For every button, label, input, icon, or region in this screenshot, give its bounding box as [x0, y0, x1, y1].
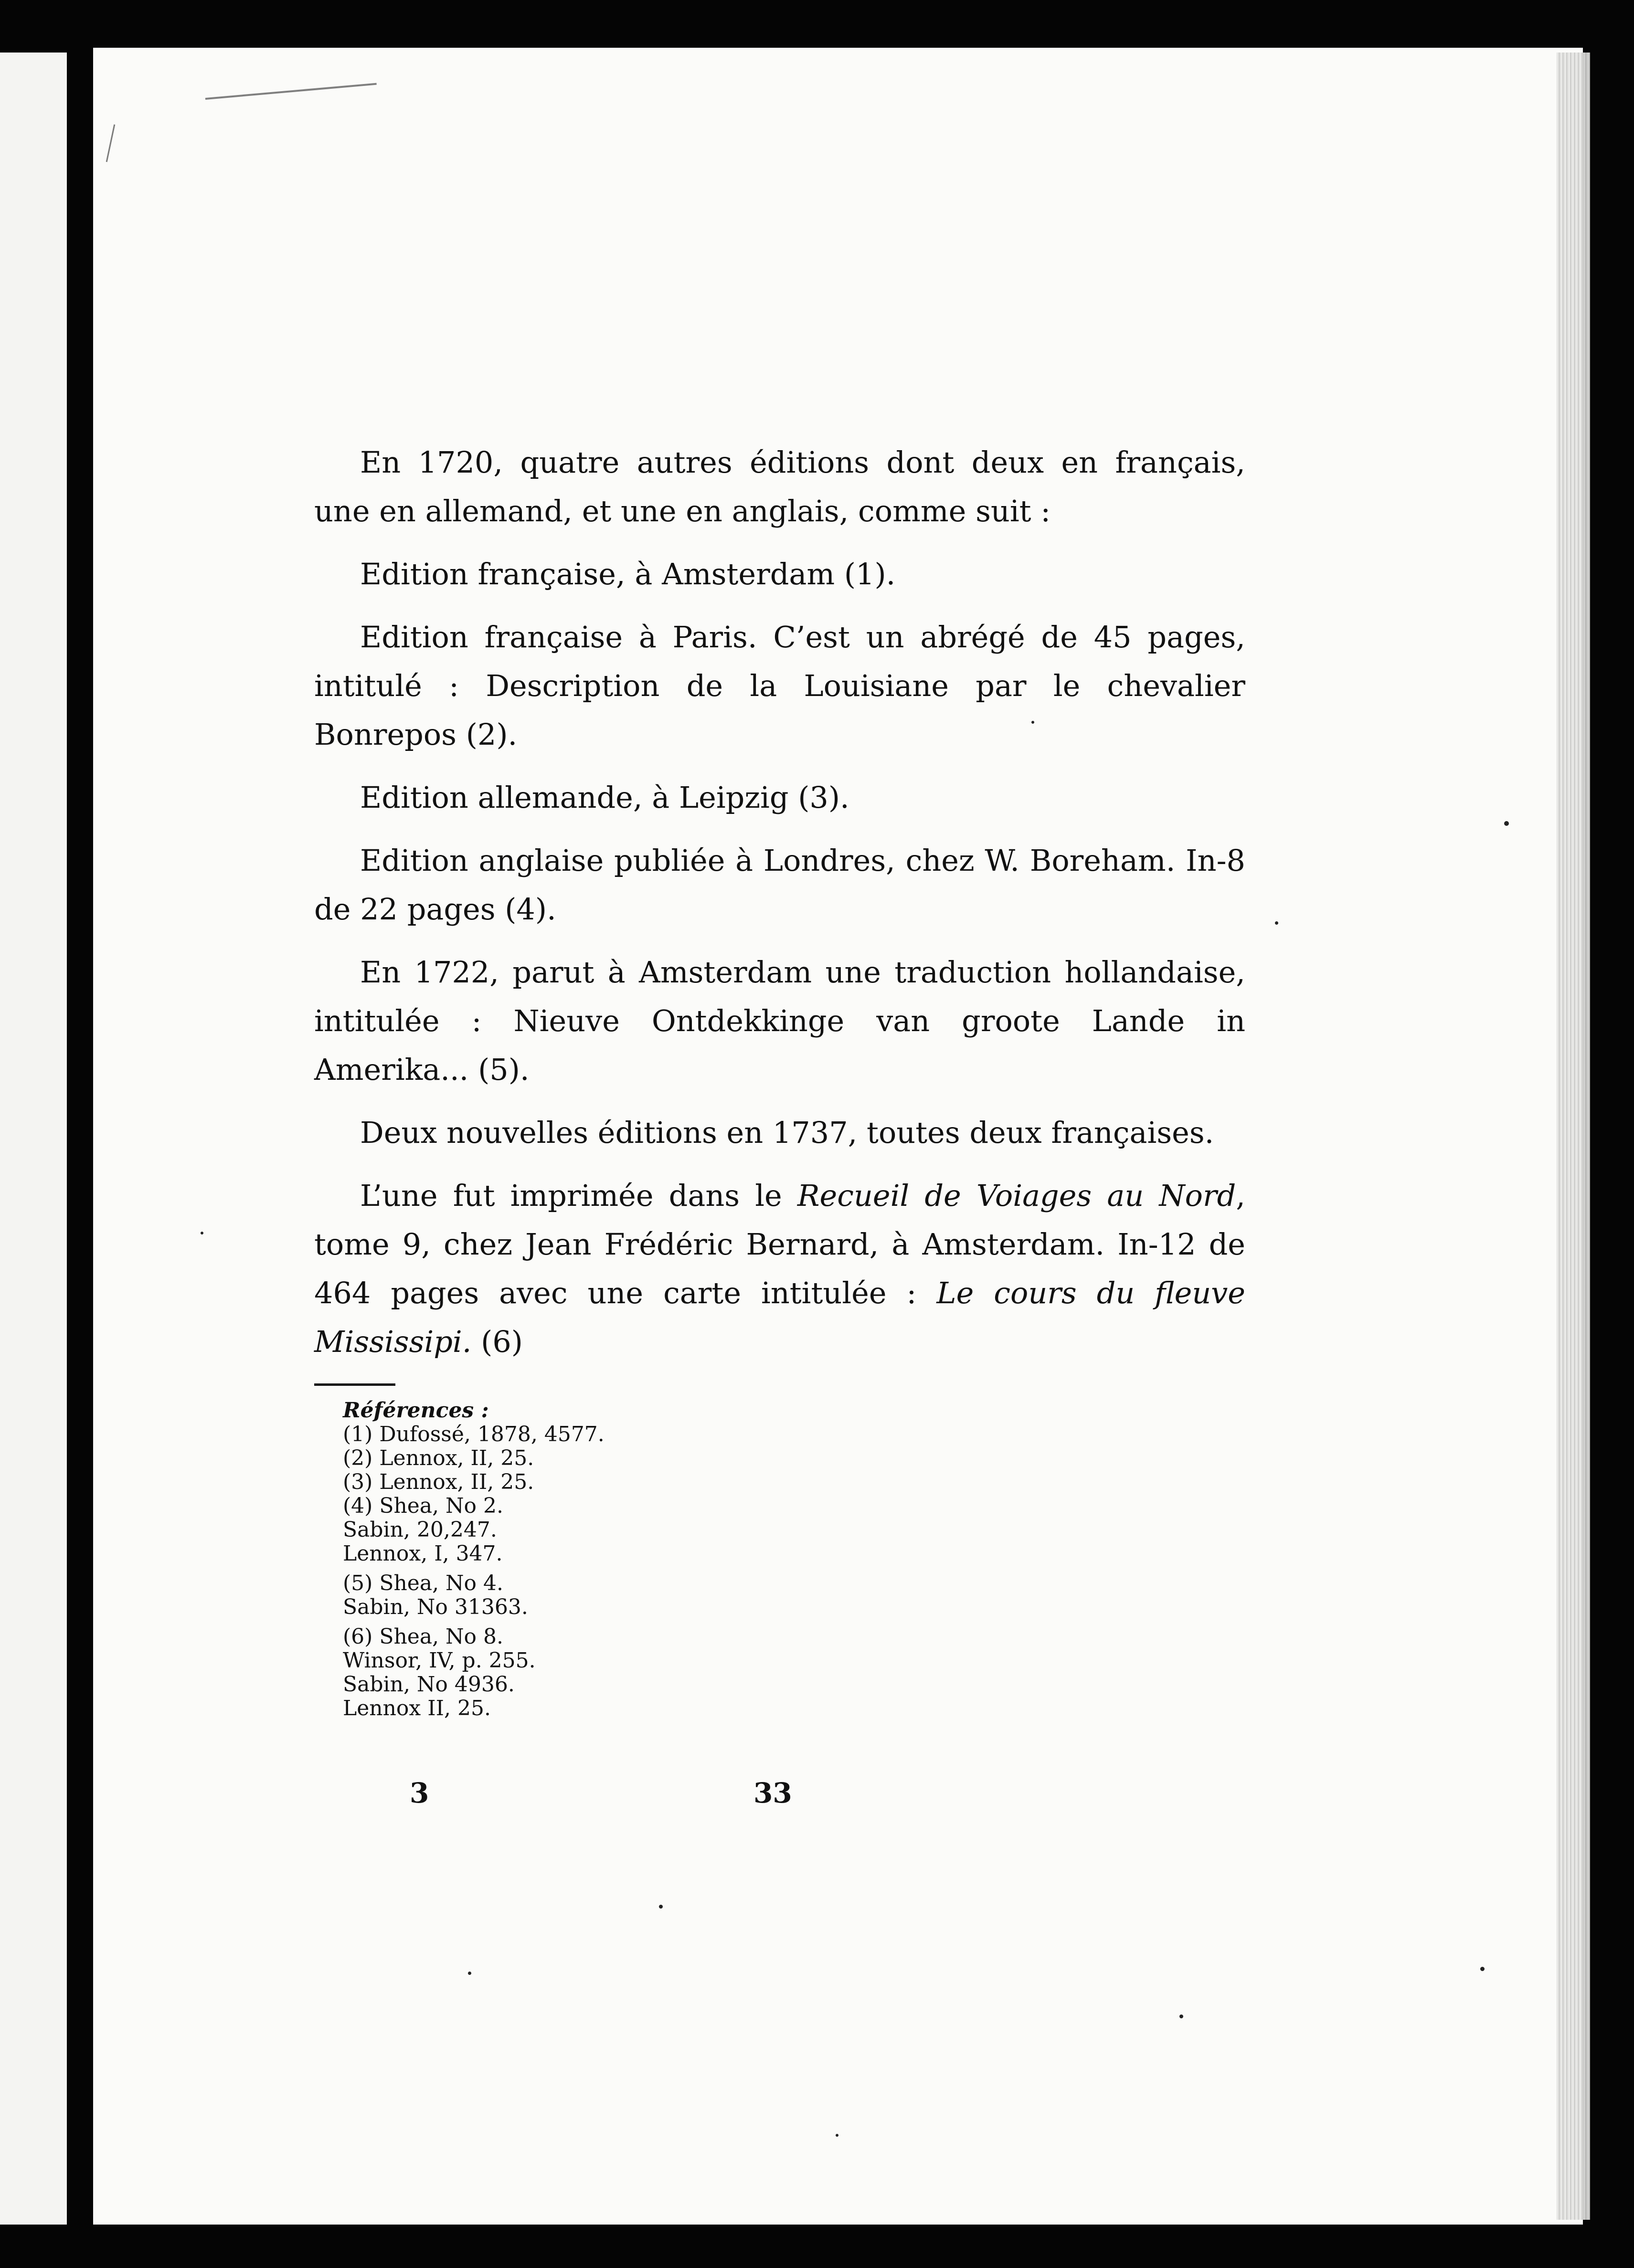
- references-heading: Références :: [343, 1398, 489, 1423]
- paragraph-4: Edition allemande, à Leipzig (3).: [360, 780, 849, 815]
- reference-line: Lennox II, 25.: [343, 1696, 491, 1720]
- paragraph-1: En 1720, quatre autres éditions dont deux en français, une en allemand, et une en anglais, comme suit :: [314, 445, 1245, 528]
- reference-line: Lennox, I, 347.: [343, 1541, 503, 1566]
- paragraph-8-italic-b: Le cours du fleuve Mississipi.: [314, 1276, 1245, 1359]
- reference-line: Sabin, No 31363.: [343, 1595, 528, 1619]
- scan-speck: [1504, 821, 1509, 826]
- paragraph-2: Edition française, à Amsterdam (1).: [360, 557, 896, 591]
- paragraph-3: Edition française à Paris. C’est un abrégé de 45 pages, intitulé : Description de la Louisiane par le chevalier Bonrepos (2).: [314, 620, 1245, 752]
- scan-speck: [659, 1905, 663, 1909]
- paragraph-8-text-b: , tome 9, chez Jean Frédéric Bernard, à Amsterdam. In-12 de 464 pages avec une carte intitulée :: [314, 1178, 1245, 1310]
- facing-page-strip: [0, 53, 67, 2225]
- paragraph-7: Deux nouvelles éditions en 1737, toutes deux françaises.: [360, 1115, 1214, 1150]
- scan-speck: [1179, 2015, 1183, 2018]
- scan-speck: [468, 1972, 471, 1975]
- paragraph-8-text-a: L’une fut imprimée dans le: [360, 1178, 797, 1213]
- reference-line: (2) Lennox, II, 25.: [343, 1446, 534, 1470]
- scan-speck: [1275, 921, 1278, 925]
- reference-line: (4) Shea, No 2.: [343, 1494, 503, 1518]
- page-edge-shadow: [1557, 53, 1590, 2220]
- paragraph-6: En 1722, parut à Amsterdam une traduction hollandaise, intitulée : Nieuve Ontdekkinge van groote Lande in Amerika... (5).: [314, 955, 1245, 1087]
- reference-line: (1) Dufossé, 1878, 4577.: [343, 1422, 605, 1446]
- body-text: [314, 438, 1245, 1381]
- scan-speck: [1480, 1967, 1485, 1971]
- signature-mark: 3: [410, 1777, 429, 1809]
- reference-line: (3) Lennox, II, 25.: [343, 1470, 534, 1494]
- reference-line: Winsor, IV, p. 255.: [343, 1648, 536, 1673]
- scan-speck: [1031, 721, 1034, 724]
- footnote-rule: [314, 1383, 395, 1386]
- paragraph-5: Edition anglaise publiée à Londres, chez W. Boreham. In-8 de 22 pages (4).: [314, 843, 1245, 927]
- paragraph-8-italic-a: Recueil de Voiages au Nord: [797, 1178, 1236, 1213]
- reference-line: Sabin, 20,247.: [343, 1518, 497, 1542]
- paragraph-8: [314, 1171, 1245, 1366]
- reference-line: Sabin, No 4936.: [343, 1672, 515, 1697]
- references: [343, 1399, 820, 1720]
- reference-line: (5) Shea, No 4.: [343, 1571, 503, 1595]
- scan-speck: [201, 1232, 203, 1234]
- reference-line: (6) Shea, No 8.: [343, 1625, 503, 1649]
- scan-speck: [836, 2134, 838, 2137]
- page-number: 33: [753, 1777, 792, 1809]
- paragraph-8-text-c: (6): [471, 1324, 523, 1359]
